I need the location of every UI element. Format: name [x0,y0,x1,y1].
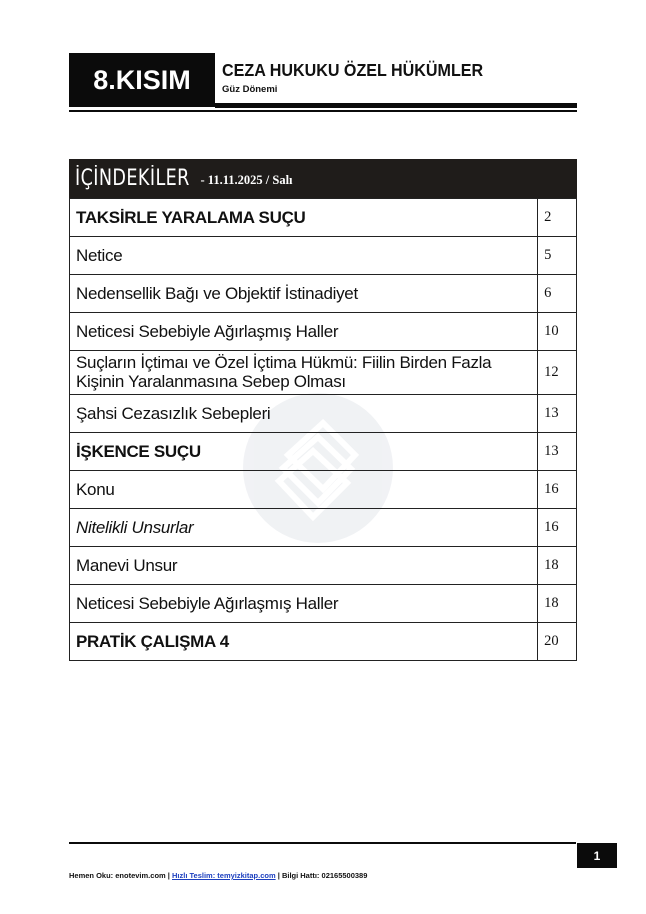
footer-hotline: Bilgi Hattı: 02165500389 [281,871,368,880]
toc-entry-page: 13 [538,433,577,471]
toc-entry-title[interactable]: Neticesi Sebebiyle Ağırlaşmış Haller [70,313,538,351]
toc-entry-page: 6 [538,275,577,313]
table-of-contents [69,159,577,661]
toc-heading: İÇİNDEKİLER [75,166,190,191]
toc-entry-page: 10 [538,313,577,351]
header-thick-rule [215,103,577,108]
toc-row[interactable] [70,275,577,313]
footer-text [69,871,367,880]
toc-entry-title[interactable]: Nitelikli Unsurlar [70,509,538,547]
toc-row[interactable] [70,199,577,237]
toc-entry-title[interactable]: Netice [70,237,538,275]
toc-date: - 11.11.2025 / Salı [200,173,293,187]
toc-row[interactable] [70,585,577,623]
toc-entry-page: 16 [538,509,577,547]
footer-read-label[interactable]: Hemen Oku: enotevim.com [69,871,166,880]
toc-table [69,198,577,661]
toc-entry-page: 18 [538,585,577,623]
section-label-box [69,53,215,107]
toc-entry-title[interactable]: PRATİK ÇALIŞMA 4 [70,623,538,661]
page-number-box [577,843,617,868]
toc-entry-title[interactable]: Suçların İçtimaı ve Özel İçtima Hükmü: Fiilin Birden Fazla Kişinin Yaralanmasına Sebep Olması [70,351,538,395]
toc-row[interactable] [70,351,577,395]
page-number: 1 [593,848,601,863]
footer-delivery-link[interactable]: Hızlı Teslim: temyizkitap.com [172,871,276,880]
toc-row[interactable] [70,509,577,547]
toc-header [69,159,577,198]
document-title: CEZA HUKUKU ÖZEL HÜKÜMLER [222,60,484,80]
document-subtitle: Güz Dönemi [222,84,278,95]
toc-row[interactable] [70,313,577,351]
toc-entry-page: 18 [538,547,577,585]
toc-row[interactable] [70,547,577,585]
toc-entry-title[interactable]: TAKSİRLE YARALAMA SUÇU [70,199,538,237]
toc-entry-page: 20 [538,623,577,661]
footer-rule [69,842,576,844]
section-label: 8.KISIM [93,64,191,95]
footer-separator: | [277,871,280,880]
toc-entry-title[interactable]: Şahsi Cezasızlık Sebepleri [70,395,538,433]
toc-row[interactable] [70,237,577,275]
toc-entry-title[interactable]: Nedensellik Bağı ve Objektif İstinadiyet [70,275,538,313]
header-thin-rule [69,110,577,112]
toc-entry-title[interactable]: Manevi Unsur [70,547,538,585]
toc-entry-page: 13 [538,395,577,433]
toc-entry-page: 5 [538,237,577,275]
footer-separator: | [167,871,170,880]
toc-row[interactable] [70,471,577,509]
toc-row[interactable] [70,623,577,661]
toc-entry-page: 2 [538,199,577,237]
toc-row[interactable] [70,433,577,471]
toc-entry-page: 16 [538,471,577,509]
toc-entry-title[interactable]: İŞKENCE SUÇU [70,433,538,471]
toc-entry-page: 12 [538,351,577,395]
toc-entry-title[interactable]: Neticesi Sebebiyle Ağırlaşmış Haller [70,585,538,623]
toc-row[interactable] [70,395,577,433]
toc-entry-title[interactable]: Konu [70,471,538,509]
